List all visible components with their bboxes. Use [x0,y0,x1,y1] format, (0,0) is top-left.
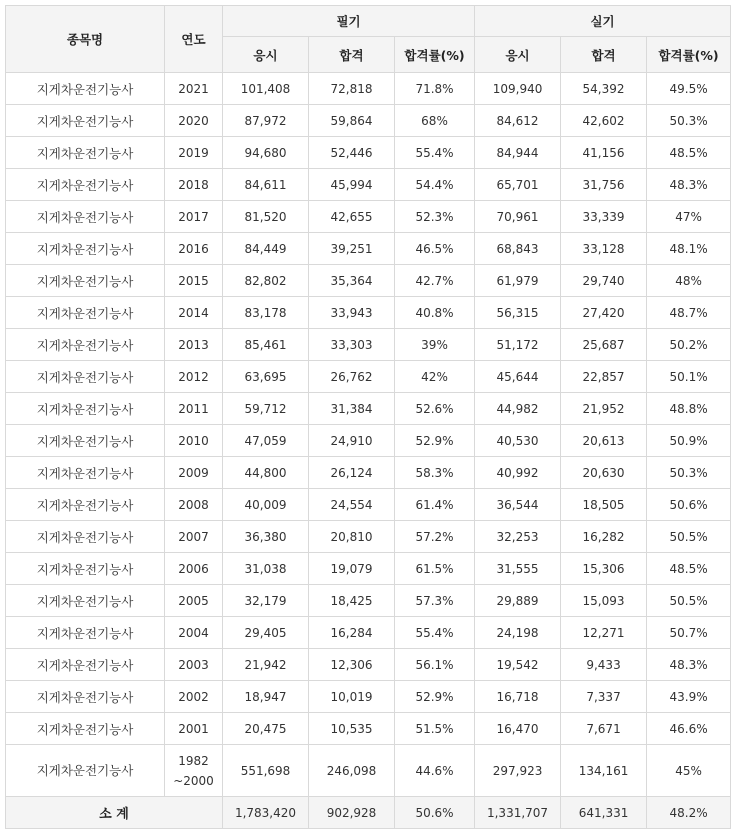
cell-name: 지게차운전기능사 [6,233,165,265]
table-row [6,393,731,425]
cell-year: 2014 [165,297,223,329]
table-row [6,713,731,745]
cell-practical-rate: 48.5% [647,137,731,169]
cell-written-rate: 52.9% [395,681,475,713]
cell-practical-passed: 12,271 [561,617,647,649]
cell-practical-applicants: 51,172 [475,329,561,361]
cell-name: 지게차운전기능사 [6,457,165,489]
cell-practical-applicants: 68,843 [475,233,561,265]
cell-practical-applicants: 16,718 [475,681,561,713]
cell-name: 지게차운전기능사 [6,585,165,617]
cell-written-passed: 24,554 [309,489,395,521]
cell-year: 2008 [165,489,223,521]
cell-practical-passed: 29,740 [561,265,647,297]
cell-year: 2001 [165,713,223,745]
cell-practical-rate: 45% [647,745,731,797]
cell-year: 2010 [165,425,223,457]
cell-written-passed: 18,425 [309,585,395,617]
cell-written-rate: 51.5% [395,713,475,745]
total-row [6,797,731,829]
cell-written-applicants: 32,179 [223,585,309,617]
cell-practical-applicants: 109,940 [475,73,561,105]
cell-written-applicants: 44,800 [223,457,309,489]
cell-written-rate: 42% [395,361,475,393]
pass-rate-table [5,5,731,829]
table-row-1982-2000 [6,745,731,797]
cell-practical-rate: 50.3% [647,457,731,489]
cell-year-end: ~2000 [173,773,214,788]
cell-written-passed: 12,306 [309,649,395,681]
cell-practical-rate: 50.3% [647,105,731,137]
cell-name: 지게차운전기능사 [6,137,165,169]
cell-written-rate: 58.3% [395,457,475,489]
cell-written-passed: 59,864 [309,105,395,137]
table-row [6,105,731,137]
cell-written-rate: 57.2% [395,521,475,553]
cell-written-passed: 33,943 [309,297,395,329]
cell-name: 지게차운전기능사 [6,297,165,329]
cell-practical-applicants: 45,644 [475,361,561,393]
cell-practical-rate: 50.9% [647,425,731,457]
cell-written-applicants: 83,178 [223,297,309,329]
header-practical-rate: 합격률(%) [647,37,731,73]
header-practical: 실기 [475,6,731,37]
cell-practical-rate: 50.7% [647,617,731,649]
cell-practical-applicants: 24,198 [475,617,561,649]
cell-written-passed: 52,446 [309,137,395,169]
cell-written-applicants: 20,475 [223,713,309,745]
cell-practical-applicants: 297,923 [475,745,561,797]
cell-practical-applicants: 36,544 [475,489,561,521]
cell-practical-rate: 48.5% [647,553,731,585]
cell-name: 지게차운전기능사 [6,617,165,649]
cell-practical-rate: 48% [647,265,731,297]
cell-practical-passed: 25,687 [561,329,647,361]
cell-written-applicants: 84,449 [223,233,309,265]
header-name: 종목명 [6,6,165,73]
cell-practical-rate: 50.2% [647,329,731,361]
header-written-rate: 합격률(%) [395,37,475,73]
cell-written-rate: 57.3% [395,585,475,617]
cell-written-applicants: 31,038 [223,553,309,585]
cell-written-passed: 246,098 [309,745,395,797]
cell-year: 2005 [165,585,223,617]
table-row [6,233,731,265]
table-row [6,297,731,329]
cell-written-applicants: 82,802 [223,265,309,297]
cell-practical-rate: 48.1% [647,233,731,265]
cell-practical-applicants: 40,992 [475,457,561,489]
cell-name: 지게차운전기능사 [6,201,165,233]
table-row [6,73,731,105]
table-row [6,649,731,681]
cell-name: 지게차운전기능사 [6,521,165,553]
cell-written-applicants: 84,611 [223,169,309,201]
cell-name: 지게차운전기능사 [6,649,165,681]
table-row [6,361,731,393]
cell-written-passed: 10,535 [309,713,395,745]
cell-written-applicants: 81,520 [223,201,309,233]
cell-practical-rate: 48.3% [647,649,731,681]
cell-practical-passed: 18,505 [561,489,647,521]
cell-written-rate: 71.8% [395,73,475,105]
cell-practical-rate: 50.1% [647,361,731,393]
cell-practical-passed: 21,952 [561,393,647,425]
cell-written-passed: 42,655 [309,201,395,233]
header-row-top [6,6,731,37]
cell-written-applicants: 47,059 [223,425,309,457]
cell-practical-applicants: 65,701 [475,169,561,201]
cell-written-passed: 10,019 [309,681,395,713]
table-row [6,457,731,489]
cell-practical-applicants: 19,542 [475,649,561,681]
table-row [6,265,731,297]
cell-practical-rate: 49.5% [647,73,731,105]
cell-practical-applicants: 70,961 [475,201,561,233]
cell-written-applicants: 551,698 [223,745,309,797]
cell-practical-passed: 31,756 [561,169,647,201]
cell-name: 지게차운전기능사 [6,73,165,105]
cell-name: 지게차운전기능사 [6,425,165,457]
table-row [6,585,731,617]
cell-practical-passed: 41,156 [561,137,647,169]
table-row [6,169,731,201]
total-label: 소 계 [6,797,223,829]
cell-practical-applicants: 16,470 [475,713,561,745]
cell-year: 2009 [165,457,223,489]
cell-practical-passed: 54,392 [561,73,647,105]
cell-name: 지게차운전기능사 [6,105,165,137]
cell-written-applicants: 63,695 [223,361,309,393]
cell-practical-applicants: 84,612 [475,105,561,137]
total-practical-rate: 48.2% [647,797,731,829]
cell-practical-rate: 48.8% [647,393,731,425]
cell-practical-passed: 33,339 [561,201,647,233]
cell-name: 지게차운전기능사 [6,361,165,393]
cell-written-applicants: 36,380 [223,521,309,553]
cell-practical-applicants: 44,982 [475,393,561,425]
cell-written-rate: 61.5% [395,553,475,585]
table-row [6,137,731,169]
total-practical-passed: 641,331 [561,797,647,829]
cell-name: 지게차운전기능사 [6,713,165,745]
cell-practical-passed: 20,613 [561,425,647,457]
cell-year-start: 1982 [178,753,209,768]
cell-year: 2013 [165,329,223,361]
table-row [6,681,731,713]
cell-practical-applicants: 84,944 [475,137,561,169]
cell-year: 2016 [165,233,223,265]
cell-written-applicants: 85,461 [223,329,309,361]
cell-year: 2007 [165,521,223,553]
cell-written-applicants: 29,405 [223,617,309,649]
cell-written-passed: 16,284 [309,617,395,649]
cell-name: 지게차운전기능사 [6,681,165,713]
header-written-applicants: 응시 [223,37,309,73]
cell-year: 2012 [165,361,223,393]
cell-practical-passed: 134,161 [561,745,647,797]
cell-practical-rate: 47% [647,201,731,233]
cell-written-passed: 45,994 [309,169,395,201]
cell-practical-passed: 20,630 [561,457,647,489]
cell-written-applicants: 59,712 [223,393,309,425]
cell-year: 2011 [165,393,223,425]
table-row [6,201,731,233]
cell-year: 2020 [165,105,223,137]
header-practical-applicants: 응시 [475,37,561,73]
cell-written-rate: 56.1% [395,649,475,681]
cell-name: 지게차운전기능사 [6,553,165,585]
cell-practical-passed: 42,602 [561,105,647,137]
cell-practical-passed: 15,306 [561,553,647,585]
cell-written-rate: 55.4% [395,137,475,169]
cell-written-passed: 20,810 [309,521,395,553]
table-body [6,73,731,797]
cell-written-passed: 72,818 [309,73,395,105]
cell-written-rate: 40.8% [395,297,475,329]
cell-written-rate: 68% [395,105,475,137]
total-written-passed: 902,928 [309,797,395,829]
cell-name: 지게차운전기능사 [6,489,165,521]
cell-practical-rate: 48.3% [647,169,731,201]
cell-written-applicants: 18,947 [223,681,309,713]
header-practical-passed: 합격 [561,37,647,73]
cell-practical-passed: 22,857 [561,361,647,393]
total-written-applicants: 1,783,420 [223,797,309,829]
cell-practical-passed: 15,093 [561,585,647,617]
cell-practical-rate: 50.6% [647,489,731,521]
cell-written-passed: 35,364 [309,265,395,297]
cell-practical-passed: 7,337 [561,681,647,713]
table-row [6,553,731,585]
cell-name: 지게차운전기능사 [6,329,165,361]
cell-written-passed: 33,303 [309,329,395,361]
cell-practical-rate: 46.6% [647,713,731,745]
cell-written-passed: 39,251 [309,233,395,265]
cell-year: 2006 [165,553,223,585]
cell-year: 2003 [165,649,223,681]
table-row [6,489,731,521]
table-row [6,329,731,361]
cell-written-passed: 31,384 [309,393,395,425]
cell-written-applicants: 21,942 [223,649,309,681]
header-year: 연도 [165,6,223,73]
cell-written-passed: 26,124 [309,457,395,489]
cell-practical-rate: 50.5% [647,521,731,553]
total-practical-applicants: 1,331,707 [475,797,561,829]
cell-written-applicants: 101,408 [223,73,309,105]
cell-year: 2021 [165,73,223,105]
table-row [6,425,731,457]
cell-year: 2002 [165,681,223,713]
cell-written-passed: 19,079 [309,553,395,585]
cell-written-rate: 61.4% [395,489,475,521]
cell-practical-applicants: 40,530 [475,425,561,457]
table-row [6,521,731,553]
cell-practical-applicants: 32,253 [475,521,561,553]
cell-written-rate: 55.4% [395,617,475,649]
cell-practical-rate: 50.5% [647,585,731,617]
cell-name: 지게차운전기능사 [6,169,165,201]
cell-practical-passed: 7,671 [561,713,647,745]
cell-practical-applicants: 61,979 [475,265,561,297]
cell-practical-applicants: 31,555 [475,553,561,585]
cell-written-passed: 26,762 [309,361,395,393]
cell-year: 2015 [165,265,223,297]
cell-name: 지게차운전기능사 [6,393,165,425]
cell-written-rate: 52.3% [395,201,475,233]
cell-name: 지게차운전기능사 [6,745,165,797]
cell-practical-passed: 27,420 [561,297,647,329]
cell-year: 2018 [165,169,223,201]
cell-practical-rate: 48.7% [647,297,731,329]
cell-written-passed: 24,910 [309,425,395,457]
cell-year: 2019 [165,137,223,169]
cell-name: 지게차운전기능사 [6,265,165,297]
cell-practical-passed: 9,433 [561,649,647,681]
cell-written-applicants: 40,009 [223,489,309,521]
cell-year: 2017 [165,201,223,233]
total-written-rate: 50.6% [395,797,475,829]
table-row [6,617,731,649]
cell-practical-passed: 16,282 [561,521,647,553]
cell-year: 2004 [165,617,223,649]
header-written: 필기 [223,6,475,37]
cell-written-rate: 39% [395,329,475,361]
cell-practical-rate: 43.9% [647,681,731,713]
cell-practical-passed: 33,128 [561,233,647,265]
header-written-passed: 합격 [309,37,395,73]
cell-year [165,745,223,797]
cell-written-rate: 52.6% [395,393,475,425]
cell-written-applicants: 87,972 [223,105,309,137]
cell-written-rate: 42.7% [395,265,475,297]
cell-written-rate: 54.4% [395,169,475,201]
cell-written-applicants: 94,680 [223,137,309,169]
cell-written-rate: 44.6% [395,745,475,797]
cell-written-rate: 52.9% [395,425,475,457]
cell-practical-applicants: 29,889 [475,585,561,617]
cell-practical-applicants: 56,315 [475,297,561,329]
cell-written-rate: 46.5% [395,233,475,265]
